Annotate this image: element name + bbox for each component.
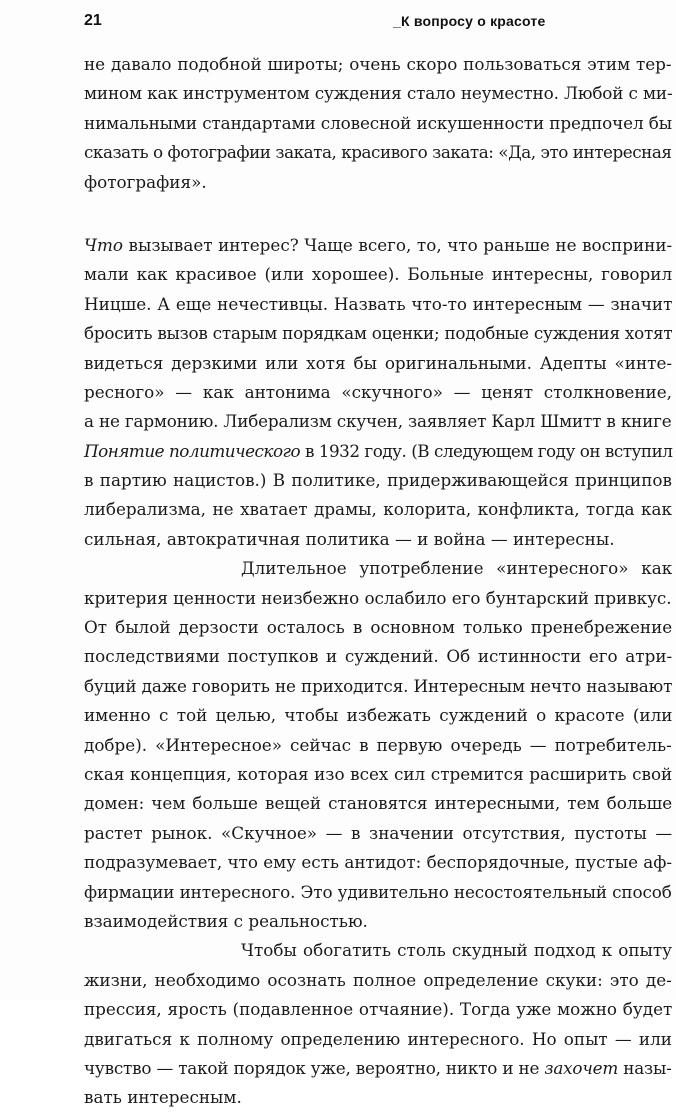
text-line: в партию нацистов.) В политике, придерживающейся принципов: [84, 470, 672, 491]
text-line: Ницше. А еще нечестивцы. Назвать что-то интересным — значит: [84, 293, 673, 314]
text-line: а не гармонию. Либерализм скучен, заявляет Карл Шмитт в книге: [84, 411, 672, 432]
text-line: фотография».: [84, 171, 207, 192]
text-line: растет рынок. «Скучное» — в значении отсутствия, пустоты —: [84, 822, 673, 843]
paragraph: [84, 231, 672, 554]
text-line: бросить вызов старым порядкам оценки; подобные суждения хотят: [84, 323, 673, 344]
text-line: вать интересным.: [84, 1087, 242, 1108]
text-line: жизни, необходимо осознать полное определение скуки: это де-: [84, 969, 672, 990]
italic-text: захочет: [544, 1057, 619, 1078]
text-line: ская концепция, которая изо всех сил стремится расширить свой: [84, 763, 673, 784]
text-line: либерализма, не хватает драмы, колорита, конфликта, тогда как: [84, 499, 672, 520]
text-line: добре). «Интересное» сейчас в первую очередь — потребитель-: [84, 734, 672, 755]
text-line: не давало подобной широты; очень скоро пользоваться этим тер-: [84, 54, 672, 74]
text-line: двигаться к полному определению интересного. Но опыт — или: [84, 1028, 672, 1049]
text-line: видеться дерзкими или хотя бы оригинальными. Адепты «инте-: [84, 352, 673, 373]
text-line: прессия, ярость (подавленное отчаяние). Тогда уже можно будет: [84, 999, 673, 1020]
text-line: ресного» — как антонима «скучного» — ценят столкновение,: [84, 381, 672, 402]
paragraph: [84, 50, 672, 197]
text-line: домен: чем больше вещей становятся интересными, тем больше: [84, 793, 673, 814]
text-line: буций даже говорить не приходится. Интересным нечто называют: [84, 675, 673, 696]
text-line: взаимодействия с реальностью.: [84, 910, 368, 931]
body-text: [84, 50, 672, 1113]
text-line: Что вызывает интерес? Чаще всего, то, что раньше не восприни-: [84, 234, 673, 255]
text-line: чувство — такой порядок уже, вероятно, никто и не захочет назы-: [84, 1057, 672, 1078]
italic-text: Понятие политического: [84, 440, 301, 461]
text-line: последствиями поступков и суждений. Об истинности его атри-: [84, 646, 673, 667]
page-number: 21: [84, 12, 102, 29]
text-line: сильная, автократичная политика — и война — интересны.: [84, 528, 615, 549]
page-header: [0, 10, 676, 34]
running-title: _К вопросу о красоте: [393, 13, 546, 29]
text-line: нимальными стандартами словесной искушенности предпочел бы: [84, 112, 673, 133]
text-line: Длительное употребление «интересного» как: [241, 558, 673, 579]
text-line: именно с той целью, чтобы избежать суждений о красоте (или: [84, 705, 673, 726]
text-line: Понятие политического в 1932 году. (В следующем году он вступил: [84, 440, 673, 461]
text-line: мином как инструментом суждения стало неуместно. Любой с ми-: [84, 83, 673, 104]
italic-text: Что: [84, 234, 123, 255]
text-line: подразумевает, что ему есть антидот: беспорядочные, пустые аф-: [84, 852, 673, 873]
text-line: сказать о фотографии заката, красивого заката: «Да, это интересная: [84, 142, 672, 163]
text-line: мали как красивое (или хорошее). Больные интересны, говорил: [84, 264, 673, 285]
text-line: Чтобы обогатить столь скудный подход к опыту: [241, 940, 673, 961]
text-line: фирмации интересного. Это удивительно несостоятельный способ: [84, 881, 672, 902]
text-line: критерия ценности неизбежно ослабило его бунтарский привкус.: [84, 587, 672, 608]
paragraph: [84, 936, 672, 1112]
paragraph: [84, 554, 672, 936]
text-line: От былой дерзости осталось в основном только пренебрежение: [84, 617, 673, 638]
